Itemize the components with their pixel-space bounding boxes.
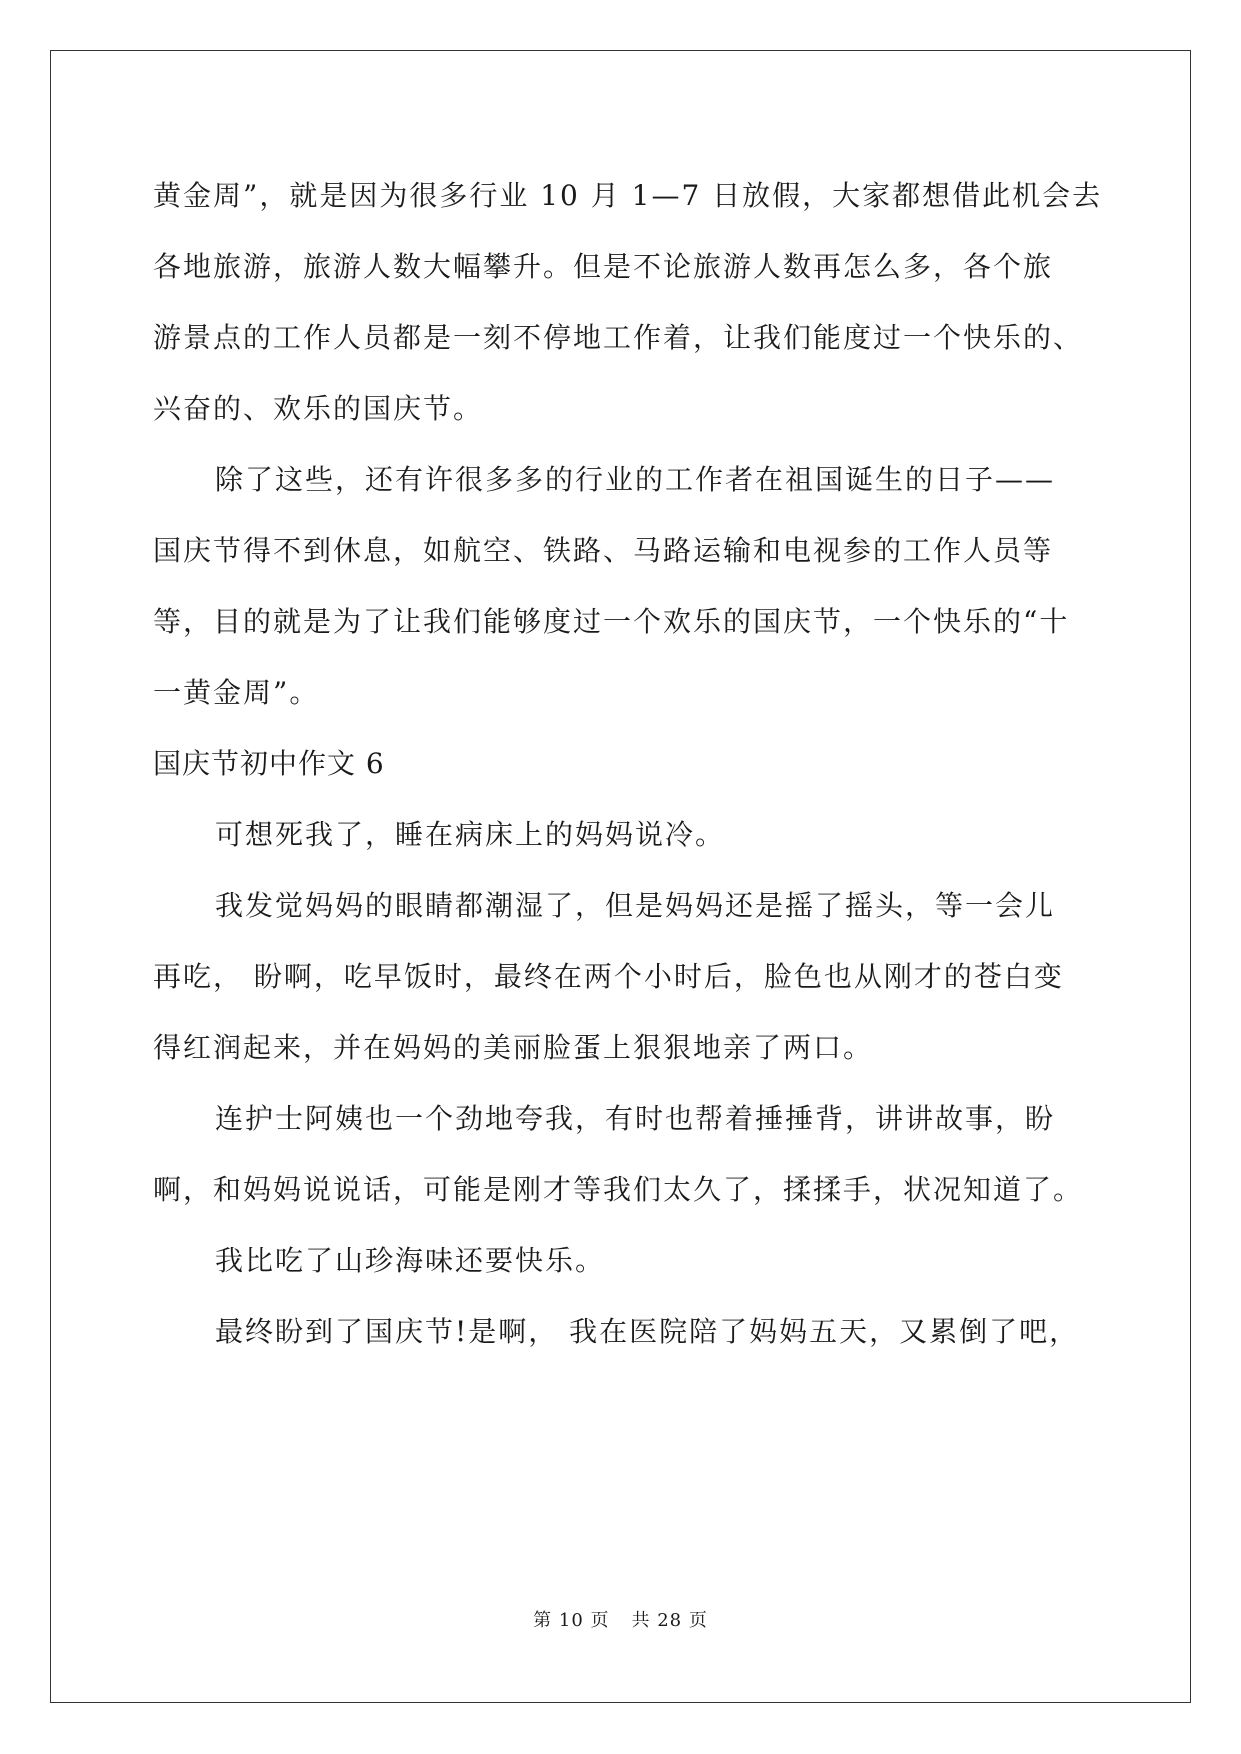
page-number: 第 10 页 [533,1610,610,1631]
text-line: 再吃， 盼啊，吃早饭时，最终在两个小时后，脸色也从刚才的苍白变 [153,960,1064,993]
text-line: 一黄金周”。 [153,676,320,709]
paragraph-first-line: 连护士阿姨也一个劲地夸我，有时也帮着捶捶背，讲讲故事，盼 [215,1102,1056,1135]
paragraph-first-line: 可想死我了，睡在病床上的妈妈说冷。 [215,818,726,851]
text-line: 啊，和妈妈说说话，可能是刚才等我们太久了，揉揉手，状况知道了。 [153,1173,1084,1206]
text-line: 黄金周”，就是因为很多行业 10 月 1—7 日放假，大家都想借此机会去 [153,179,1103,212]
paragraph-first-line: 最终盼到了国庆节!是啊， 我在医院陪了妈妈五天，又累倒了吧， [215,1315,1080,1348]
page-total: 共 28 页 [631,1610,708,1631]
text-line: 兴奋的、欢乐的国庆节。 [153,392,484,425]
text-line: 国庆节得不到休息，如航空、铁路、马路运输和电视参的工作人员等 [153,534,1054,567]
paragraph-first-line: 我比吃了山珍海味还要快乐。 [215,1244,606,1277]
paragraph-first-line: 我发觉妈妈的眼睛都潮湿了，但是妈妈还是摇了摇头，等一会儿 [215,889,1056,922]
text-line: 游景点的工作人员都是一刻不停地工作着，让我们能度过一个快乐的、 [153,321,1084,354]
text-line: 等，目的就是为了让我们能够度过一个欢乐的国庆节，一个快乐的“十 [153,605,1070,638]
document-body [153,160,1113,1367]
page-footer [0,1609,1241,1633]
paragraph-first-line: 除了这些，还有许很多多的行业的工作者在祖国诞生的日子—— [215,463,1056,496]
text-line: 各地旅游，旅游人数大幅攀升。但是不论旅游人数再怎么多，各个旅 [153,250,1054,283]
section-heading: 国庆节初中作文 6 [153,747,385,780]
text-line: 得红润起来，并在妈妈的美丽脸蛋上狠狠地亲了两口。 [153,1031,874,1064]
